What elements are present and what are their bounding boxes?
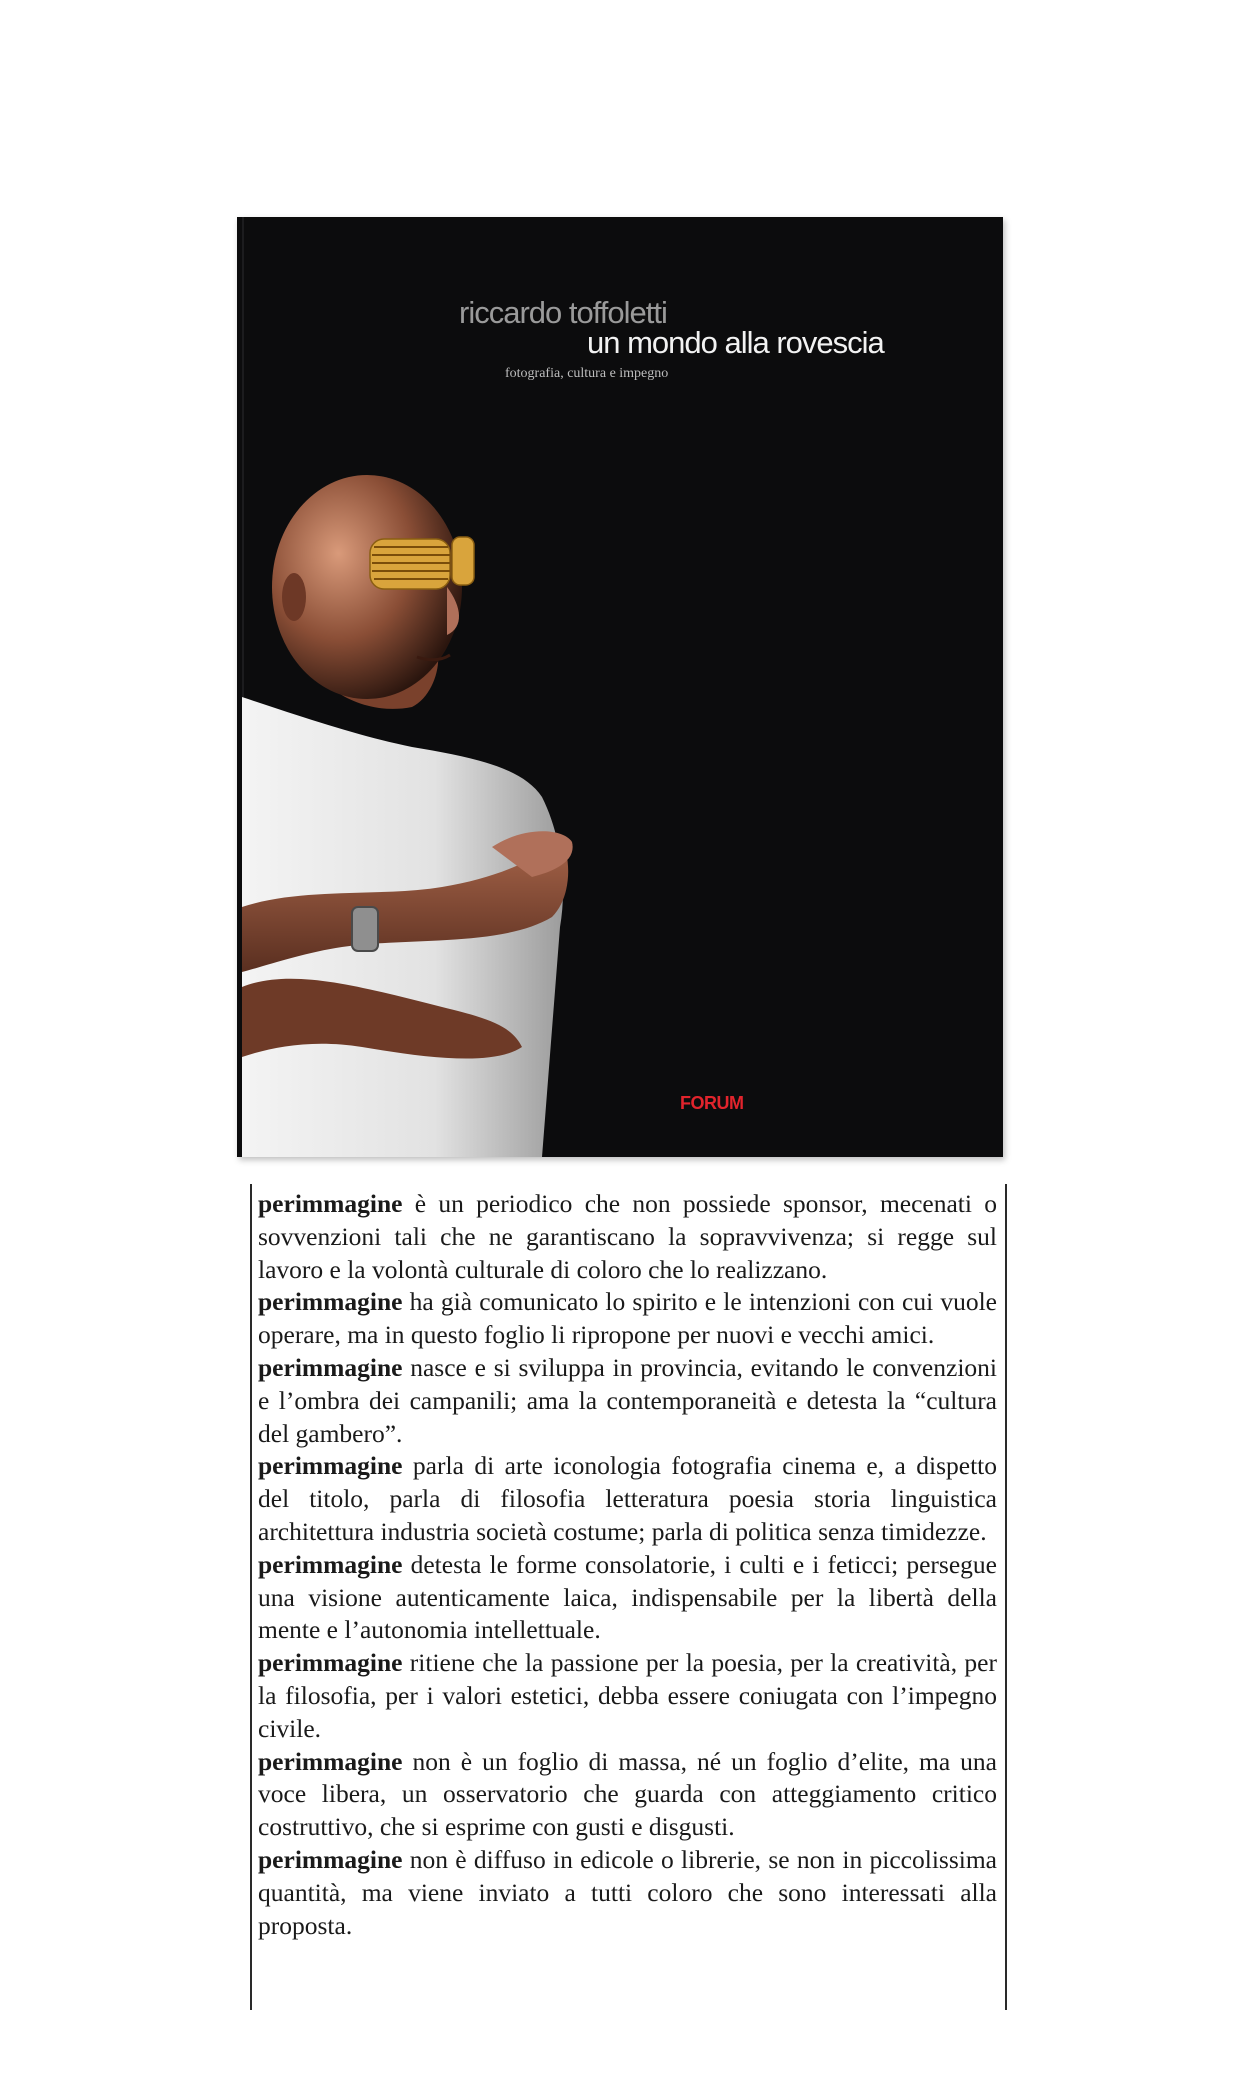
- cover-subtitle: fotografia, cultura e impegno: [505, 366, 669, 381]
- paragraph: [258, 1746, 997, 1844]
- paragraph-text: è un periodico che non possiede sponsor, mecenati o sovvenzioni tali che ne garantiscano la sopravvivenza; si regge sul lavoro e la volontà culturale di coloro che lo realizzano.: [258, 1189, 997, 1284]
- article-text-column: [250, 1184, 1007, 2010]
- paragraph-keyword: perimmagine: [258, 1648, 403, 1678]
- paragraph-text: non è un foglio di massa, né un foglio d’elite, ma una voce libera, un osservatorio che guarda con atteggiamento critico costruttivo, che si esprime con gusti e disgusti.: [258, 1746, 997, 1842]
- cover-title: un mondo alla rovescia: [587, 325, 884, 360]
- cover-author: riccardo toffoletti: [459, 295, 667, 330]
- paragraph-text: nasce e si sviluppa in provincia, evitando le convenzioni e l’ombra dei campanili; ama la contemporaneità e detesta la “cultura del gambero”.: [258, 1352, 997, 1448]
- paragraph-text: detesta le forme consolatorie, i culti e i feticci; persegue una visione autenticamente laica, indispensabile per la libertà della mente e l’autonomia intellettuale.: [258, 1549, 997, 1645]
- paragraph: [258, 1844, 997, 1942]
- paragraph-keyword: perimmagine: [258, 1549, 403, 1579]
- cover-publisher-logo: FORUM: [680, 1093, 744, 1113]
- paragraph-text: parla di arte iconologia fotografia cinema e, a dispetto del titolo, parla di filosofia letteratura poesia storia linguistica architettura industria società costume; parla di politica senza timidezze.: [258, 1451, 997, 1546]
- paragraph: [258, 1549, 997, 1647]
- paragraph: [258, 1352, 997, 1450]
- paragraph-keyword: perimmagine: [258, 1746, 403, 1776]
- paragraph-text: non è diffuso in edicole o librerie, se non in piccolissima quantità, ma viene inviato a tutti coloro che sono interessati alla proposta.: [258, 1844, 997, 1940]
- paragraph-keyword: perimmagine: [258, 1352, 403, 1382]
- paragraph: [258, 1188, 997, 1286]
- paragraph-keyword: perimmagine: [258, 1287, 403, 1317]
- paragraph: [258, 1647, 997, 1745]
- paragraph-text: ha già comunicato lo spirito e le intenzioni con cui vuole operare, ma in questo foglio li ripropone per nuovi e vecchi amici.: [258, 1287, 997, 1350]
- paragraph: [258, 1286, 997, 1352]
- paragraph-keyword: perimmagine: [258, 1844, 403, 1874]
- paragraph-keyword: perimmagine: [258, 1189, 403, 1218]
- cover-portrait-photo: [242, 467, 712, 1157]
- book-cover: [237, 217, 1003, 1157]
- paragraph: [258, 1450, 997, 1548]
- paragraph-text: ritiene che la passione per la poesia, per la creatività, per la filosofia, per i valori estetici, debba essere coniugata con l’impegno civile.: [258, 1648, 997, 1743]
- paragraph-keyword: perimmagine: [258, 1451, 403, 1481]
